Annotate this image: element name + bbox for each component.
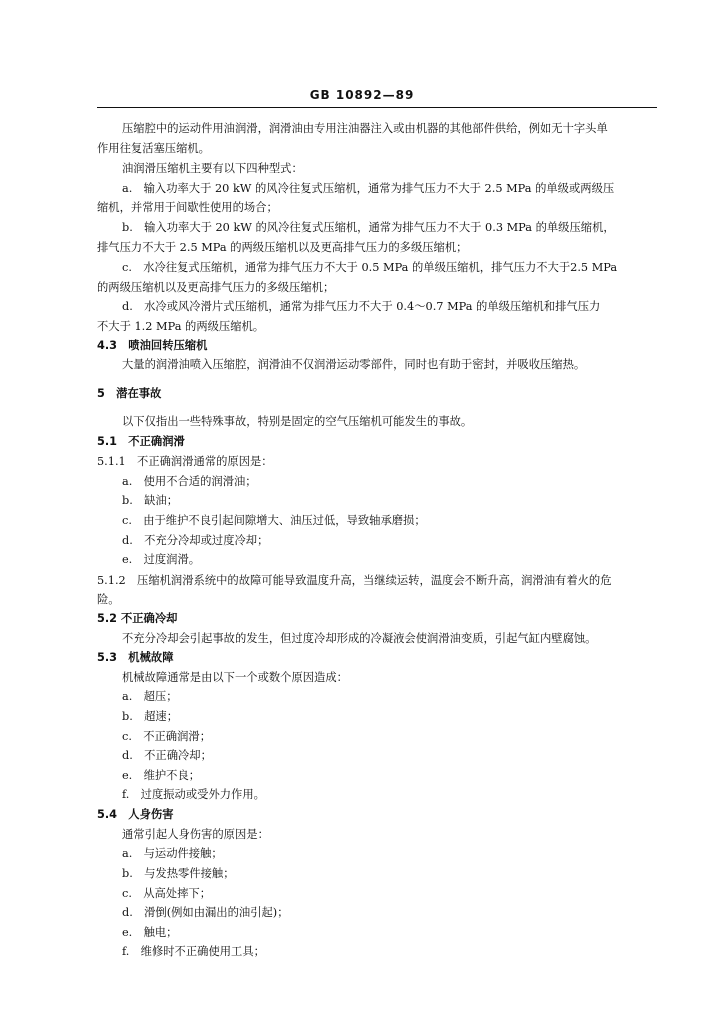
list-item: d. 不充分冷却或过度冷却；	[122, 534, 269, 547]
list-item: b. 超速；	[122, 710, 179, 723]
list-item: f. 维修时不正确使用工具；	[122, 945, 265, 958]
section-heading-5-1: 5.1 不正确润滑	[97, 435, 185, 448]
list-item: b. 与发热零件接触；	[122, 867, 235, 880]
body-line: 大量的润滑油喷入压缩腔，润滑油不仅润滑运动零部件，同时也有助于密封，并吸收压缩热。	[122, 358, 586, 371]
body-line: 不大于 1.2 MPa 的两级压缩机。	[97, 320, 265, 333]
list-item: c. 水冷往复式压缩机，通常为排气压力不大于 0.5 MPa 的单级压缩机，排气压力不大于2.5 MPa	[122, 261, 618, 274]
list-item: b. 输入功率大于 20 kW 的风冷往复式压缩机，通常为排气压力不大于 0.3 MPa 的单级压缩机，	[122, 221, 615, 234]
list-item: a. 使用不合适的润滑油；	[122, 475, 257, 488]
body-line: 以下仅指出一些特殊事故，特别是固定的空气压缩机可能发生的事故。	[122, 415, 473, 428]
list-item: a. 超压；	[122, 690, 178, 703]
list-item: c. 由于维护不良引起间隙增大、油压过低，导致轴承磨损；	[122, 514, 426, 527]
list-item: f. 过度振动或受外力作用。	[122, 788, 265, 801]
section-heading-5-2: 5.2 不正确冷却	[97, 612, 178, 625]
body-line: 险。	[97, 593, 120, 606]
list-item: c. 不正确润滑；	[122, 730, 211, 743]
list-item: a. 输入功率大于 20 kW 的风冷往复式压缩机，通常为排气压力不大于 2.5 MPa 的单级或两级压	[122, 182, 615, 195]
body-line: 油润滑压缩机主要有以下四种型式：	[122, 162, 303, 175]
section-heading-4-3: 4.3 喷油回转压缩机	[97, 339, 208, 352]
subsection-line-5-1-2: 5.1.2 压缩机润滑系统中的故障可能导致温度升高，当继续运转，温度会不断升高，润滑油有着火的危	[97, 574, 612, 587]
subsection-line-5-1-1: 5.1.1 不正确润滑通常的原因是：	[97, 455, 273, 468]
header-rule	[97, 107, 657, 108]
section-heading-5-3: 5.3 机械故障	[97, 651, 174, 664]
body-line: 通常引起人身伤害的原因是：	[122, 828, 269, 841]
list-item: c. 从高处摔下；	[122, 887, 211, 900]
list-item: e. 触电；	[122, 926, 178, 939]
list-item: b. 缺油；	[122, 494, 179, 507]
body-line: 不充分冷却会引起事故的发生，但过度冷却形成的冷凝液会使润滑油变质，引起气缸内壁腐蚀。	[122, 632, 597, 645]
section-heading-5-4: 5.4 人身伤害	[97, 808, 174, 821]
body-line: 的两级压缩机以及更高排气压力的多级压缩机；	[97, 281, 335, 294]
list-item: d. 水冷或风冷滑片式压缩机，通常为排气压力不大于 0.4～0.7 MPa 的单级压缩机和排气压力	[122, 300, 601, 313]
list-item: e. 过度润滑。	[122, 553, 201, 566]
list-item: d. 滑倒(例如由漏出的油引起)；	[122, 906, 289, 919]
standard-number-header: GB 10892—89	[309, 88, 415, 102]
list-item: d. 不正确冷却；	[122, 749, 212, 762]
body-line: 缩机，并常用于间歇性使用的场合；	[97, 201, 278, 214]
body-line: 作用往复活塞压缩机。	[97, 142, 210, 155]
body-line: 机械故障通常是由以下一个或数个原因造成：	[122, 671, 348, 684]
body-line: 压缩腔中的运动件用油润滑，润滑油由专用注油器注入或由机器的其他部件供给，例如无十字头单	[122, 122, 608, 135]
section-heading-5: 5 潜在事故	[97, 387, 162, 400]
list-item: a. 与运动件接触；	[122, 847, 223, 860]
list-item: e. 维护不良；	[122, 769, 201, 782]
body-line: 排气压力不大于 2.5 MPa 的两级压缩机以及更高排气压力的多级压缩机；	[97, 241, 468, 254]
